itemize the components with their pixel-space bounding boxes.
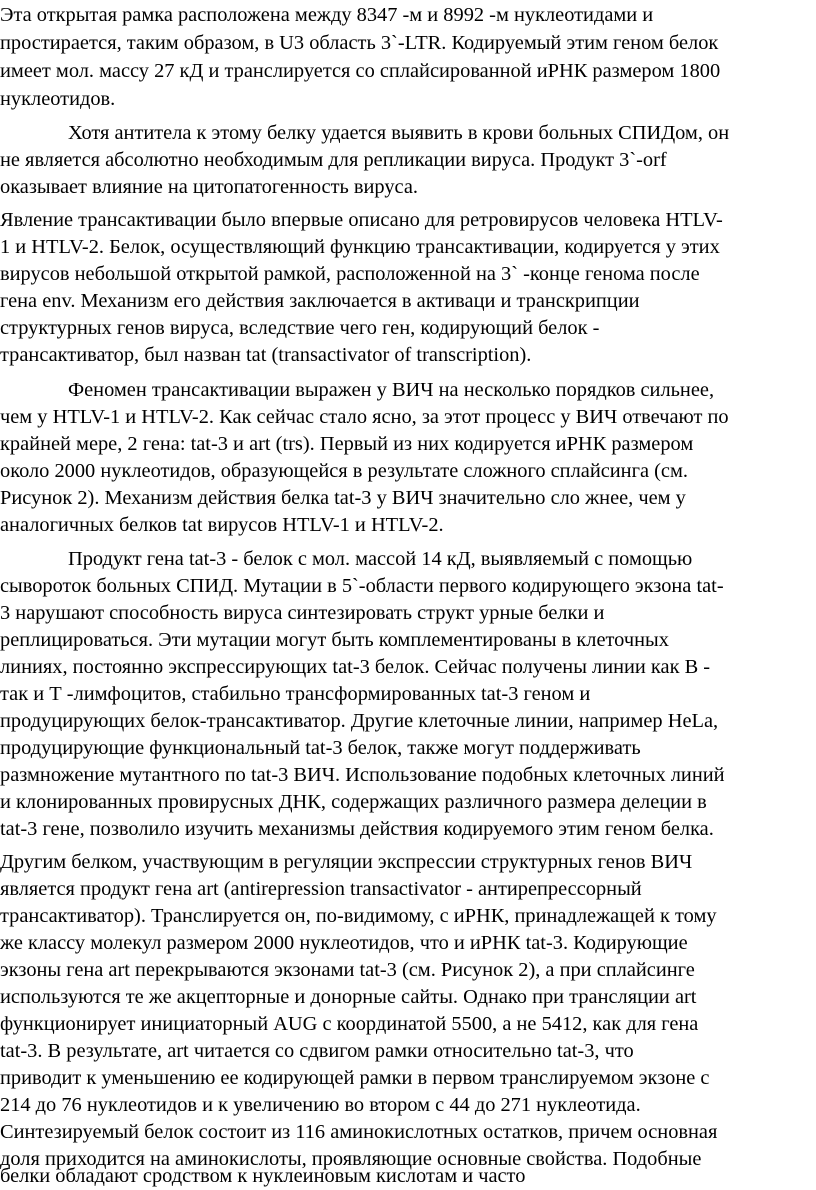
text-line: же классу молекул размером 2000 нуклеотидов, что и иРНК tat-3. Кодирующие [0,932,688,954]
text-line: простирается, таким образом, в U3 область 3`-LTR. Кодируемый этим геном белок [0,32,719,54]
text-line: Хотя антитела к этому белку удается выявить в крови больных СПИДом, он [68,122,730,144]
text-line: линиях, постоянно экспрессирующих tat-3 белок. Сейчас получены линии как В - [0,656,711,678]
text-line: используются те же акцепторные и донорные сайты. Однако при трансляции art [0,986,697,1008]
text-line: сывороток больных СПИД. Мутации в 5`-области первого кодирующего экзона tat- [0,575,724,597]
text-line: продуцирующие функциональный tat-3 белок, также могут поддерживать [0,737,641,759]
text-line: структурных генов вируса, вследствие чего ген, кодирующий белок - [0,317,600,339]
text-line: чем у HTLV-1 и HTLV-2. Как сейчас стало ясно, за этот процесс у ВИЧ отвечают по [0,406,729,428]
text-line: 214 до 76 нуклеотидов и к увеличению во втором с 44 до 271 нуклеотида. [0,1094,641,1116]
text-line: белки обладают сродством к нуклеиновым кислотам и часто [0,1165,526,1187]
text-line: функционирует инициаторный AUG с координатой 5500, а не 5412, как для гена [0,1013,699,1035]
text-line: Другим белком, участвующим в регуляции экспрессии структурных генов ВИЧ [0,851,693,873]
text-line: 1 и HTLV-2. Белок, осуществляющий функцию трансактивации, кодируется у этих [0,236,720,258]
text-line: не является абсолютно необходимым для репликации вируса. Продукт 3`-orf [0,149,667,171]
text-line: Синтезируемый белок состоит из 116 аминокислотных остатков, причем основная [0,1121,718,1143]
text-line: Феномен трансактивации выражен у ВИЧ на несколько порядков сильнее, [68,379,715,401]
text-line: около 2000 нуклеотидов, образующейся в результате сложного сплайсинга (см. [0,460,688,482]
text-line: оказывает влияние на цитопатогенность вируса. [0,176,418,198]
text-line: реплицироваться. Эти мутации могут быть комплементированы в клеточных [0,629,669,651]
text-line: tat-3. В результате, art читается со сдвигом рамки относительно tat-3, что [0,1040,634,1062]
text-line: является продукт гена art (antirepression transactivator - антирепрессорный [0,878,642,900]
text-line: гена env. Механизм его действия заключается в активаци и транскрипции [0,290,640,312]
text-line: приводит к уменьшению ее кодирующей рамки в первом транслируемом экзоне с [0,1067,710,1089]
text-line: трансактиватор). Транслируется он, по-видимому, с иРНК, принадлежащей к тому [0,905,717,927]
text-line: аналогичных белков tat вирусов HTLV-1 и HTLV-2. [0,514,444,536]
text-line: Продукт гена tat-3 - белок с мол. массой 14 кД, выявляемый с помощью [68,548,693,570]
text-line: имеет мол. массу 27 кД и транслируется со сплайсированной иРНК размером 1800 [0,60,721,82]
text-line: tat-3 гене, позволило изучить механизмы действия кодируемого этим геном белка. [0,818,714,840]
text-line: продуцирующих белок-трансактиватор. Другие клеточные линии, например HeLa, [0,710,719,732]
text-line: Рисунок 2). Механизм действия белка tat-3 у ВИЧ значительно сло жнее, чем у [0,487,686,509]
text-line: вирусов небольшой открытой рамкой, расположенной на 3` -конце генома после [0,263,700,285]
text-line: и клонированных провирусных ДНК, содержащих различного размера делеции в [0,791,707,813]
text-line: Эта открытая рамка расположена между 8347 -м и 8992 -м нуклеотидами и [0,4,654,26]
text-line: так и Т -лимфоцитов, стабильно трансформированных tat-3 геном и [0,683,591,705]
text-line: нуклеотидов. [0,88,116,110]
text-line: Явление трансактивации было впервые описано для ретровирусов человека HTLV- [0,209,723,231]
text-line: трансактиватор, был назван tat (transactivator of transcription). [0,344,532,366]
text-line: крайней мере, 2 гена: tat-3 и art (trs). Первый из них кодируется иРНК размером [0,433,694,455]
text-line: 3 нарушают способность вируса синтезировать структ урные белки и [0,602,605,624]
text-line: доля приходится на аминокислоты, проявляющие основные свойства. Подобные [0,1148,702,1170]
text-line: экзоны гена art перекрываются экзонами tat-3 (см. Рисунок 2), а при сплайсинге [0,959,695,981]
text-line: размножение мутантного по tat-3 ВИЧ. Использование подобных клеточных линий [0,764,725,786]
